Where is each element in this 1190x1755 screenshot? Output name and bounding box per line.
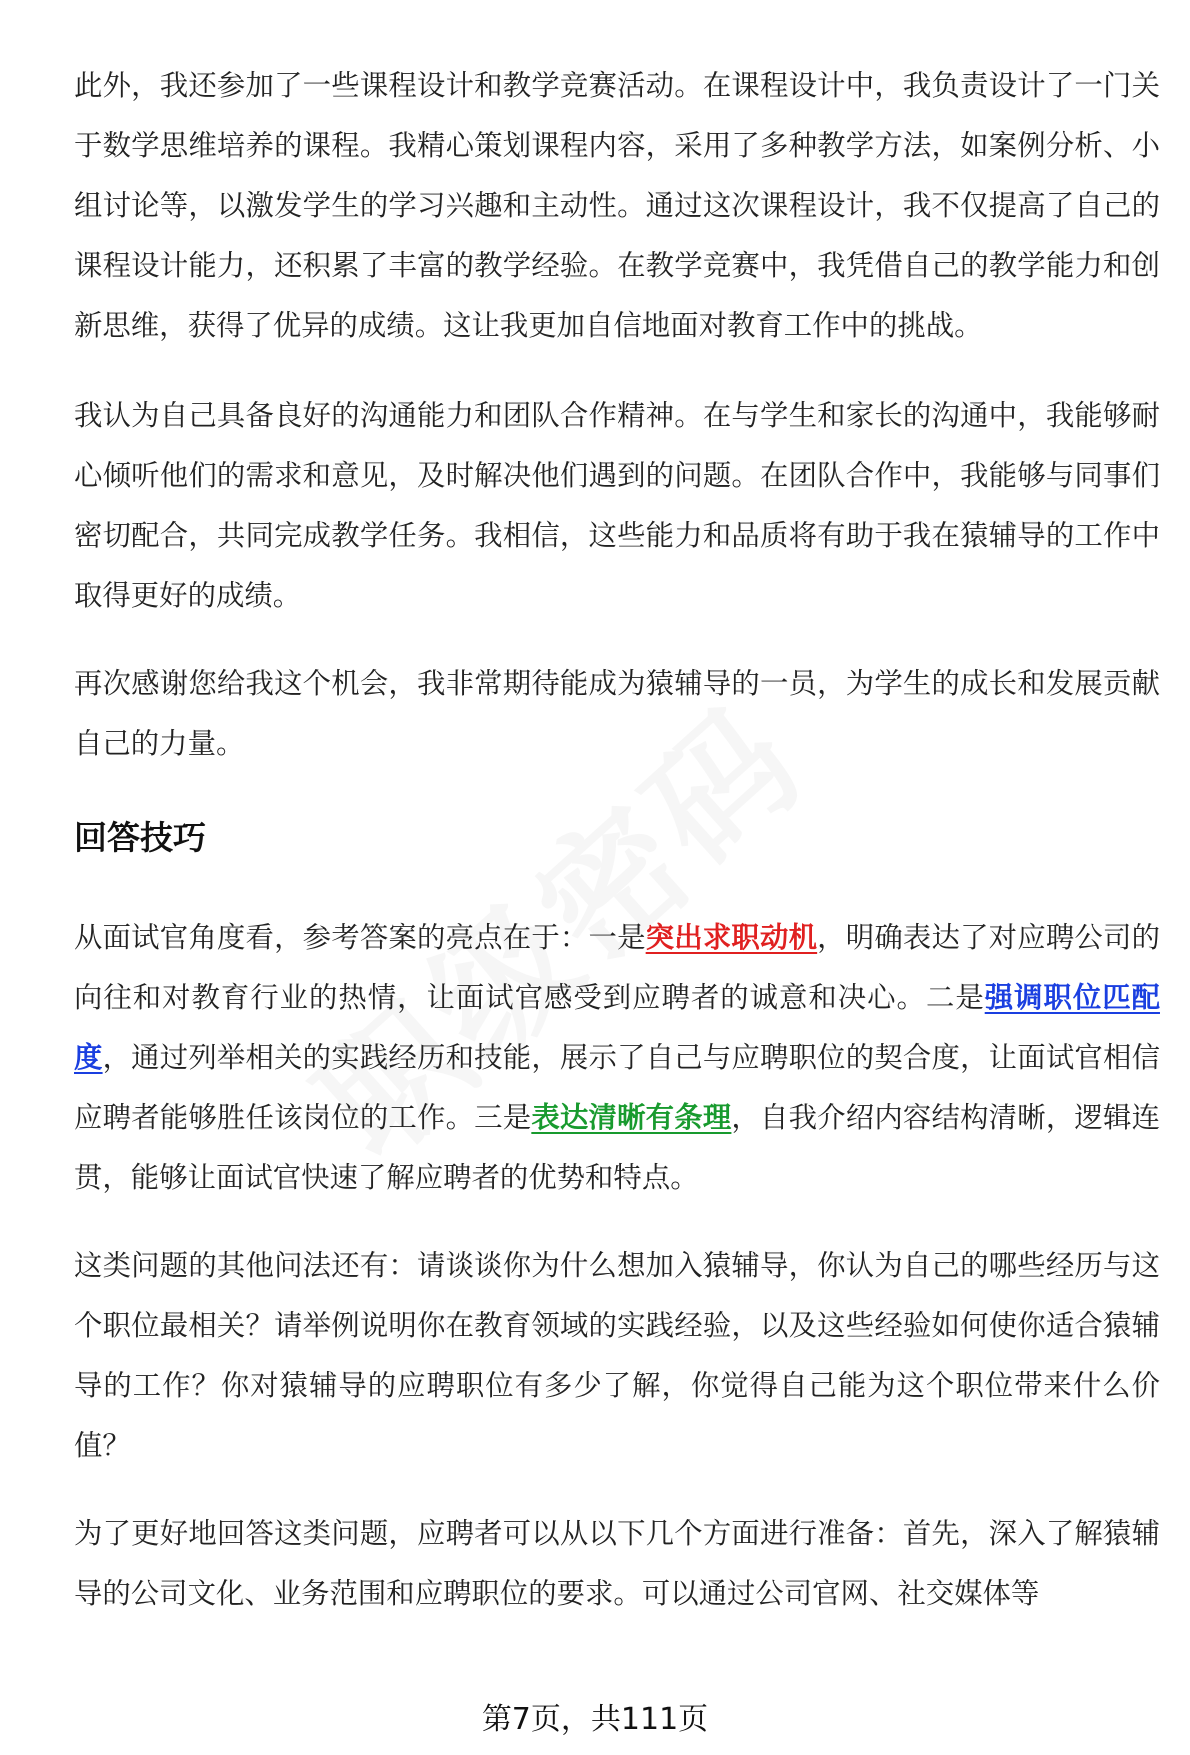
paragraph-course-design: 此外，我还参加了一些课程设计和教学竞赛活动。在课程设计中，我负责设计了一门关于数学思维培养的课程。我精心策划课程内容，采用了多种教学方法，如案例分析、小组讨论等，以激发学生的学习兴趣和主动性。通过这次课程设计，我不仅提高了自己的课程设计能力，还积累了丰富的教学经验。在教学竞赛中，我凭借自己的教学能力和创新思维，获得了优异的成绩。这让我更加自信地面对教育工作中的挑战。 (74, 69, 1160, 342)
highlight-motivation: 突出求职动机 (645, 921, 818, 954)
paragraph-communication: 我认为自己具备良好的沟通能力和团队合作精神。在与学生和家长的沟通中，我能够耐心倾听他们的需求和意见，及时解决他们遇到的问题。在团队合作中，我能够与同事们密切配合，共同完成教学任务。我相信，这些能力和品质将有助于我在猿辅导的工作中取得更好的成绩。 (74, 399, 1160, 612)
tips-text-4: ，自我介绍内容结构清晰，逻辑连贯，能够让面试官快速了解应聘者的优势和特点。 (74, 1101, 1160, 1194)
tips-text-3: ，通过列举相关的实践经历和技能，展示了自己与应聘职位的契合度，让面试官相信应聘者能够胜任该岗位的工作。三是 (74, 1041, 1160, 1134)
page-number: 第7页，共111页 (481, 1702, 709, 1737)
highlight-clarity: 表达清晰有条理 (531, 1101, 732, 1134)
paragraph-preparation: 为了更好地回答这类问题，应聘者可以从以下几个方面进行准备：首先，深入了解猿辅导的公司文化、业务范围和应聘职位的要求。可以通过公司官网、社交媒体等 (74, 1517, 1160, 1610)
paragraph-other-questions: 这类问题的其他问法还有：请谈谈你为什么想加入猿辅导，你认为自己的哪些经历与这个职位最相关？请举例说明你在教育领域的实践经验，以及这些经验如何使你适合猿辅导的工作？你对猿辅导的应聘职位有多少了解，你觉得自己能为这个职位带来什么价值？ (74, 1249, 1160, 1462)
paragraph-answer-tips (74, 908, 1160, 1208)
document-page (74, 56, 1160, 1624)
paragraph-thanks: 再次感谢您给我这个机会，我非常期待能成为猿辅导的一员，为学生的成长和发展贡献自己的力量。 (74, 667, 1160, 760)
section-title: 回答技巧 (74, 818, 206, 857)
highlight-job-match: 强调职位匹配度 (74, 981, 1160, 1074)
tips-text-1: 从面试官角度看，参考答案的亮点在于：一是 (74, 921, 646, 954)
tips-text-2: ，明确表达了对应聘公司的向往和对教育行业的热情，让面试官感受到应聘者的诚意和决心。二是 (74, 921, 1160, 1014)
